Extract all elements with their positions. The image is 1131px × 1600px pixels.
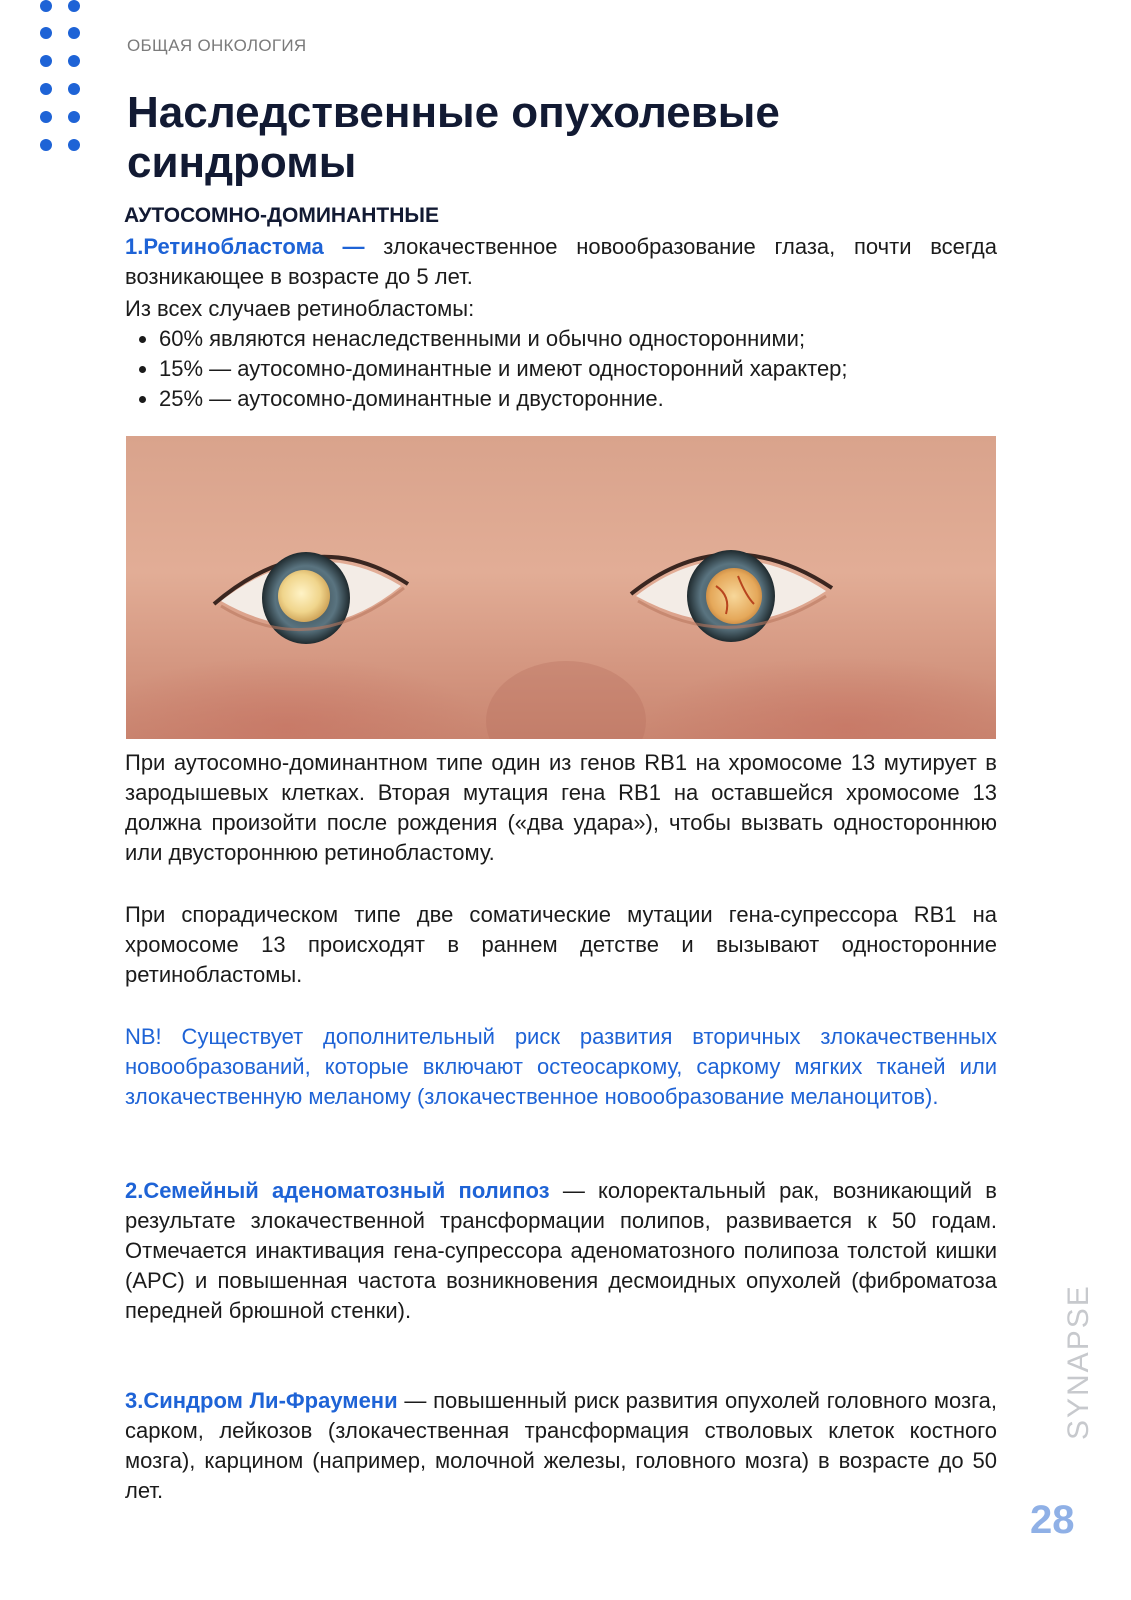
- fap-term: 2.Семейный аденоматозный полипоз: [125, 1178, 550, 1203]
- paragraph-dominant-type: При аутосомно-доминантном типе один из генов RB1 на хромосоме 13 мутирует в зародышевых клетках. Вторая мутация гена RB1 на оставшейся хромосоме 13 должна произойти после рождения («два удара»), чтобы вызвать одностороннюю или двустороннюю ретинобластому.: [125, 750, 997, 865]
- retinoblastoma-term: 1.Ретинобластома —: [125, 234, 365, 259]
- li-fraumeni-section: [125, 1386, 997, 1506]
- section-label: ОБЩАЯ ОНКОЛОГИЯ: [127, 36, 307, 55]
- fap-text: — колоректальный рак, возникающий в результате злокачественной трансформации полипов, развивается к 50 годам. Отмечается инактивация гена-супрессора аденоматозного полипоза толстой кишки (APC) и повышенная частота возникновения десмоидных опухолей (фиброматоза передней брюшной стенки).: [125, 1178, 997, 1323]
- page-title: Наследственные опухолевые синдромы: [127, 88, 780, 187]
- subheading-autosomal-dominant: АУТОСОМНО-ДОМИНАНТНЫЕ: [124, 204, 439, 227]
- cases-list: [125, 324, 997, 414]
- page-number: 28: [1030, 1498, 1075, 1542]
- list-item: • 25% — аутосомно-доминантные и двусторонние.: [159, 384, 997, 414]
- cases-intro: Из всех случаев ретинобластомы:: [125, 296, 475, 321]
- li-fraumeni-term: 3.Синдром Ли-Фраумени: [125, 1388, 398, 1413]
- retinoblastoma-definition: [125, 232, 997, 292]
- paragraph-sporadic-type: При спорадическом типе две соматические мутации гена-супрессора RB1 на хромосоме 13 происходят в раннем детстве и вызывают односторонние ретинобластомы.: [125, 902, 997, 987]
- brand-label: SYNAPSE: [1062, 1284, 1095, 1440]
- fap-section: [125, 1176, 997, 1326]
- list-item: • 15% — аутосомно-доминантные и имеют односторонний характер;: [159, 354, 997, 384]
- retinoblastoma-definition-text: злокачественное новообразование глаза, почти всегда возникающее в возрасте до 5 лет.: [125, 234, 997, 289]
- li-fraumeni-text: — повышенный риск развития опухолей головного мозга, сарком, лейкозов (злокачественная трансформация стволовых клеток костного мозга), карцином (например, молочной железы, головного мозга) в возрасте до 50 лет.: [125, 1388, 997, 1503]
- retinoblastoma-photo: [126, 436, 996, 739]
- list-item: • 60% являются ненаследственными и обычно односторонними;: [159, 324, 997, 354]
- nb-note: NB! Существует дополнительный риск развития вторичных злокачественных новообразований, которые включают остеосаркому, саркому мягких тканей или злокачественную меланому (злокачественное новообразование меланоцитов).: [125, 1024, 997, 1109]
